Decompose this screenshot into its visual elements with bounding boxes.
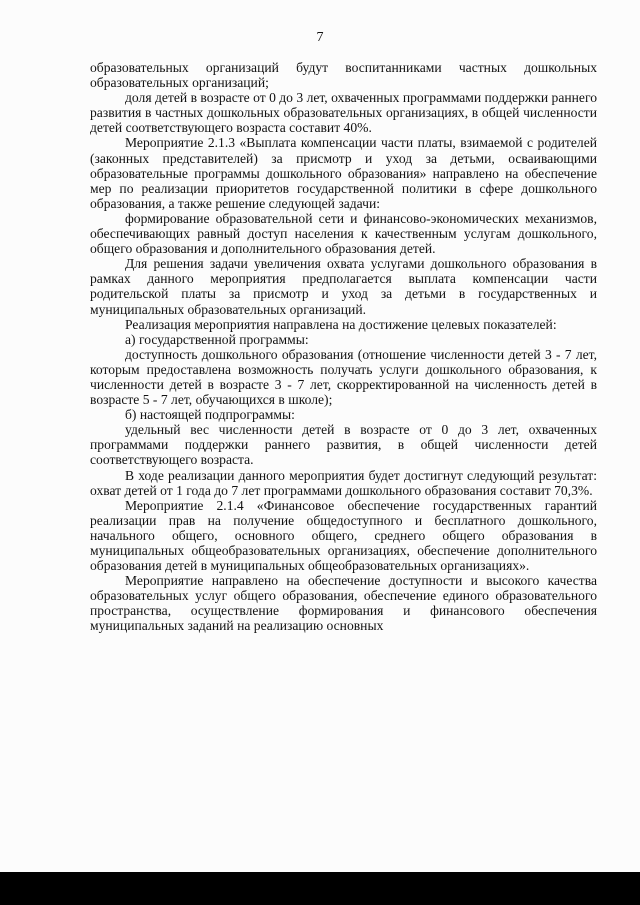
paragraph: Реализация мероприятия направлена на достижение целевых показателей: xyxy=(125,316,557,332)
paragraph: В ходе реализации данного мероприятия будет достигнут следующий результат: охват детей от 1 года до 7 лет программами дошкольного образования составит 70,3%. xyxy=(90,467,597,498)
scan-border xyxy=(0,872,640,905)
paragraph: формирование образовательной сети и финансово-экономических механизмов, обеспечивающих равный доступ населения к качественным услугам дошкольного, общего образования и дополнительного образования детей. xyxy=(90,210,597,257)
paragraph: Мероприятие 2.1.3 «Выплата компенсации части платы, взимаемой с родителей (законных представителей) за присмотр и уход за детьми, осваивающими образовательные программы дошкольного образования» направлено на обеспечение мер по реализации приоритетов государственной политики в сфере дошкольного образования, а также решение следующей задачи: xyxy=(90,135,597,211)
paragraph: образовательных организаций будут воспитанниками частных дошкольных образовательных организаций; xyxy=(90,60,597,91)
paragraph: удельный вес численности детей в возрасте от 0 до 3 лет, охваченных программами поддержки раннего развития, в общей численности детей соответствующего возраста. xyxy=(90,422,597,468)
paragraph: а) государственной программы: xyxy=(125,331,309,347)
paragraph: Мероприятие 2.1.4 «Финансовое обеспечение государственных гарантий реализации прав на получение общедоступного и бесплатного дошкольного, начального общего, основного общего, среднего общего образования в муниципальных общеобразовательных организациях, обеспечение дополнительного образования детей в муниципальных общеобразовательных организациях». xyxy=(90,497,597,574)
paragraph: доступность дошкольного образования (отношение численности детей 3 - 7 лет, которым предоставлена возможность получать услуги дошкольного образования, к численности детей в возрасте 3 - 7 лет, скорректированной на численность детей в возрасте 5 - 7 лет, обучающихся в школе); xyxy=(90,346,597,408)
paragraph: б) настоящей подпрограммы: xyxy=(125,407,295,423)
paragraph: Для решения задачи увеличения охвата услугами дошкольного образования в рамках данного мероприятия предполагается выплата компенсации части родительской платы за присмотр и уход за детьми в государственных и муниципальных образовательных организаций. xyxy=(90,256,597,317)
paragraph: доля детей в возрасте от 0 до 3 лет, охваченных программами поддержки раннего развития в частных дошкольных образовательных организациях, в общей численности детей соответствующего возраста составит 40%. xyxy=(90,90,597,136)
document-body xyxy=(90,60,597,634)
page-number: 7 xyxy=(316,30,324,45)
paragraph: Мероприятие направлено на обеспечение доступности и высокого качества образовательных услуг общего образования, обеспечение единого образовательного пространства, осуществление формирования и финансового обеспечения муниципальных заданий на реализацию основных xyxy=(90,573,597,634)
